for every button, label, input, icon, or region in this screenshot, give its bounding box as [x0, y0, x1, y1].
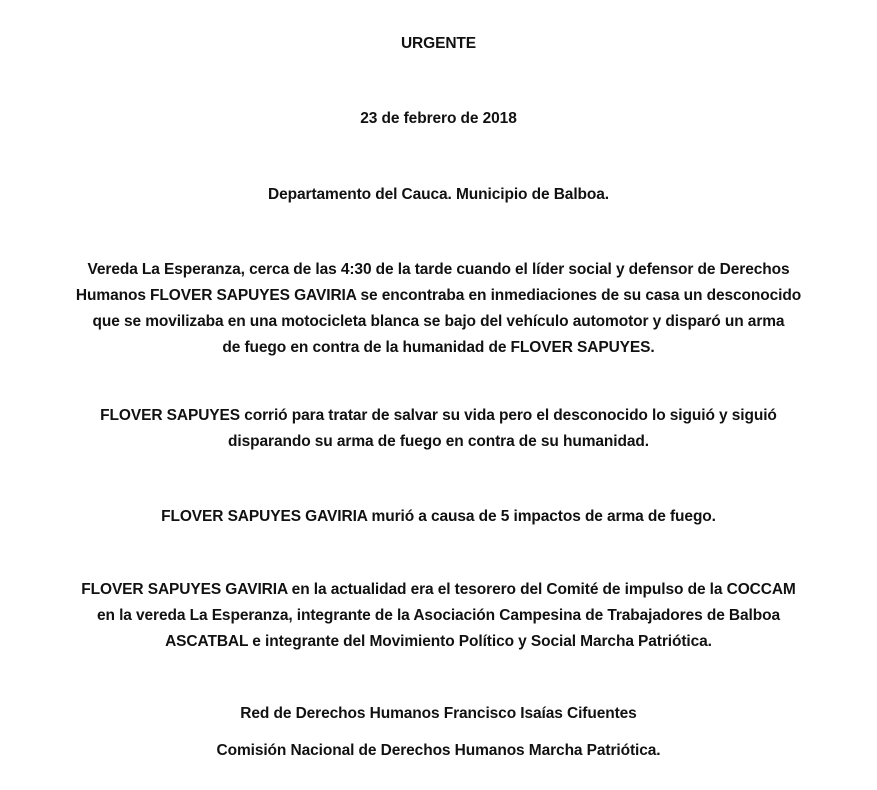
paragraph-escape — [0, 403, 877, 455]
paragraph-incident-line: que se movilizaba en una motocicleta blanca se bajo del vehículo automotor y disparó un arma — [92, 313, 785, 330]
paragraph-biography-line: ASCATBAL e integrante del Movimiento Político y Social Marcha Patriótica. — [165, 633, 712, 650]
signature-red-derechos-humanos: Red de Derechos Humanos Francisco Isaías Cifuentes — [240, 705, 637, 722]
signature-comision-nacional: Comisión Nacional de Derechos Humanos Marcha Patriótica. — [216, 742, 661, 759]
paragraph-incident-line: de fuego en contra de la humanidad de FLOVER SAPUYES. — [222, 339, 655, 356]
paragraph-incident-line: Vereda La Esperanza, cerca de las 4:30 de la tarde cuando el líder social y defensor de Derechos — [87, 261, 790, 278]
paragraph-incident-line: Humanos FLOVER SAPUYES GAVIRIA se encontraba en inmediaciones de su casa un desconocido — [75, 287, 802, 304]
paragraph-escape-line: disparando su arma de fuego en contra de su humanidad. — [228, 433, 649, 450]
paragraph-death: FLOVER SAPUYES GAVIRIA murió a causa de 5 impactos de arma de fuego. — [161, 508, 716, 525]
paragraph-biography-line: en la vereda La Esperanza, integrante de la Asociación Campesina de Trabajadores de Balboa — [96, 607, 780, 624]
paragraph-escape-line: FLOVER SAPUYES corrió para tratar de salvar su vida pero el desconocido lo siguió y siguió — [100, 407, 777, 424]
paragraph-biography-line: FLOVER SAPUYES GAVIRIA en la actualidad era el tesorero del Comité de impulso de la COCCAM — [81, 581, 796, 598]
paragraph-biography — [0, 577, 877, 655]
document-date: 23 de febrero de 2018 — [360, 110, 517, 127]
location-line: Departamento del Cauca. Municipio de Balboa. — [268, 186, 609, 203]
heading-urgente: URGENTE — [400, 35, 477, 52]
paragraph-incident — [0, 257, 877, 361]
